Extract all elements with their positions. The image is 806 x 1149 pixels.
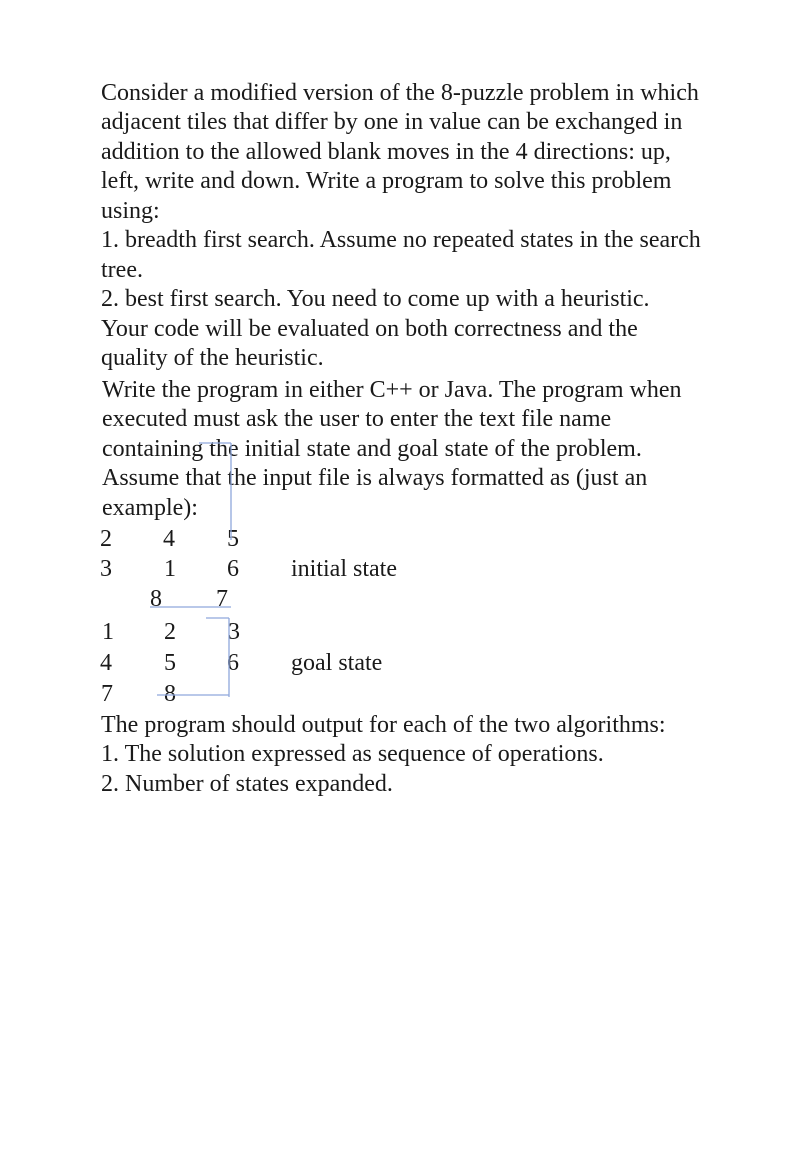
text-line: using:	[101, 198, 160, 224]
text-line: 1. The solution expressed as sequence of operations.	[101, 741, 604, 767]
grid-cell: 1	[164, 556, 176, 582]
grid-cell: 2	[164, 619, 176, 645]
text-line: tree.	[101, 257, 143, 283]
text-line: adjacent tiles that differ by one in value can be exchanged in	[101, 109, 683, 135]
grid-cell: 6	[227, 650, 239, 676]
text-line: 2. Number of states expanded.	[101, 771, 393, 797]
grid-cell: 7	[216, 586, 228, 612]
text-line: 2. best first search. You need to come up with a heuristic.	[101, 286, 650, 312]
text-line: addition to the allowed blank moves in the 4 directions: up,	[101, 139, 671, 165]
text-line: left, write and down. Write a program to solve this problem	[101, 168, 672, 194]
grid-cell: 8	[150, 586, 162, 612]
grid-cell: 4	[163, 526, 175, 552]
grid-cell: 5	[227, 526, 239, 552]
text-line: The program should output for each of the two algorithms:	[101, 712, 666, 738]
grid-cell: 2	[100, 526, 112, 552]
text-line: executed must ask the user to enter the text file name	[102, 406, 612, 432]
text-line: Write the program in either C++ or Java. The program when	[102, 377, 682, 403]
grid-cell: 4	[100, 650, 112, 676]
text-line: example):	[102, 495, 198, 521]
text-line: containing the initial state and goal state of the problem.	[102, 436, 642, 462]
goal-state-label: goal state	[291, 650, 383, 676]
grid-cell: 3	[228, 619, 240, 645]
text-line: 1. breadth first search. Assume no repeated states in the search	[101, 227, 701, 253]
text-line: Consider a modified version of the 8-puzzle problem in which	[101, 80, 699, 106]
grid-cell: 3	[100, 556, 112, 582]
grid-cell: 8	[164, 681, 176, 707]
initial-state-label: initial state	[291, 556, 397, 582]
text-line: Assume that the input file is always formatted as (just an	[102, 465, 648, 491]
text-line: quality of the heuristic.	[101, 345, 324, 371]
grid-cell: 7	[101, 681, 113, 707]
grid-cell: 6	[227, 556, 239, 582]
text-line: Your code will be evaluated on both correctness and the	[101, 316, 638, 342]
grid-cell: 1	[102, 619, 114, 645]
grid-cell: 5	[164, 650, 176, 676]
